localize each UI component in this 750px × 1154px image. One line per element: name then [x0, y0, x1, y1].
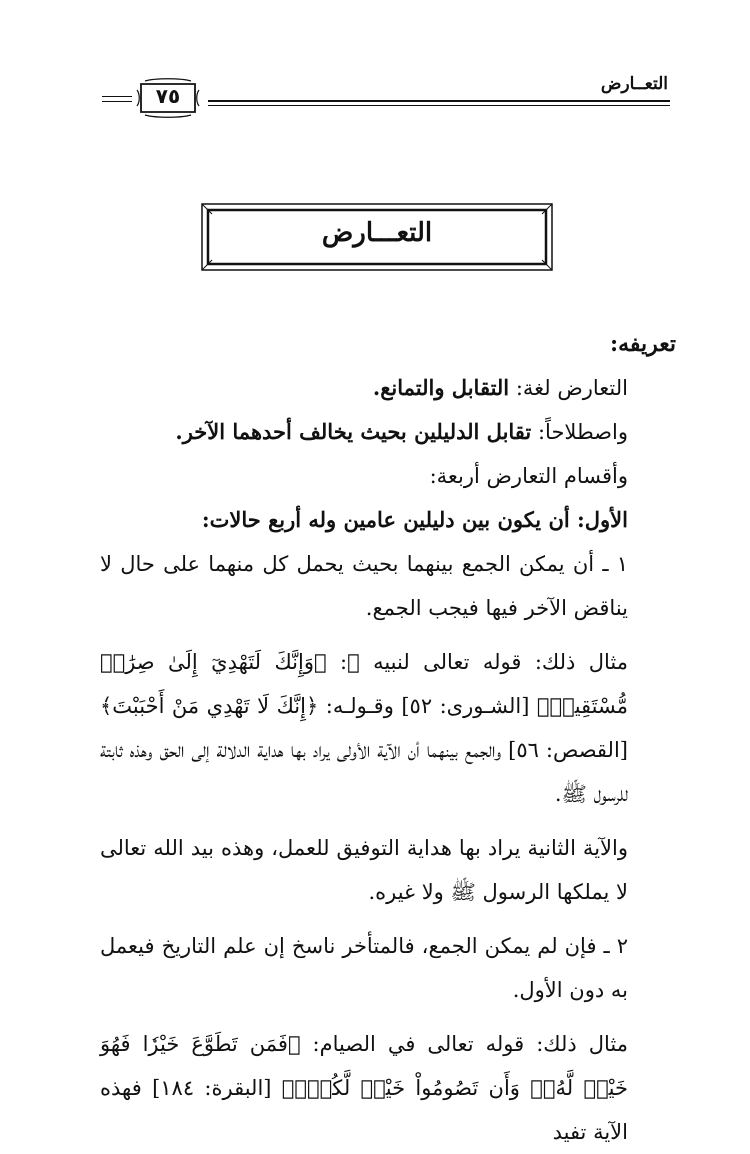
term-definition	[100, 410, 676, 454]
page-number: ٧٥	[155, 84, 181, 108]
term-value: تقابل الدليلين بحيث يخالف أحدهما الآخر.	[175, 419, 532, 444]
types-intro: وأقسام التعارض أربعة:	[429, 464, 628, 488]
case-2-text: ٢ ـ فإن لم يمكن الجمع، فالمتأخر ناسخ إن علم التاريخ فيعمل به دون الأول.	[100, 934, 628, 1002]
left-rule	[102, 96, 132, 97]
running-title: التعــارض	[600, 74, 668, 94]
chapter-title-frame	[200, 202, 554, 272]
left-rule-thin	[102, 101, 132, 102]
first-type-heading-text: الأول: أن يكون بين دليلين عامين وله أربع حالات:	[201, 507, 628, 532]
lang-value: التقابل والتمانع.	[372, 375, 510, 400]
example-2-text: قوله تعالى في الصيام: ﴿فَمَن تَطَوَّعَ خَيْرٗا فَهُوَ خَيْرٞ لَّهُۥۚ وَأَن تَصُومُواْ خَيْرٞ لَّكُمْۖ﴾ [البقرة: ١٨٤] فهذه الآية تفيد	[100, 1032, 628, 1144]
second-verse-explanation: والآية الثانية يراد بها هداية التوفيق للعمل، وهذه بيد الله تعالى لا يملكها الرسول ﷺ ولا غيره.	[100, 836, 628, 904]
example-1-label: مثال ذلك:	[534, 650, 628, 674]
definition-heading: تعريفه:	[609, 331, 676, 357]
example-1-text: قوله تعالى لنبيه ﷺ: ﴿وَإِنَّكَ لَتَهْدِيٓ إِلَىٰ صِرَٰطٖ مُّسْتَقِيمٖ﴾ [الشـورى: ٥٢] وقـولـه: ﴿إِنَّكَ لَا تَهْدِي مَنْ أَحْبَبْتَ﴾ [القصص: ٥٦] والجمع بينهما أن الآية الأولى يراد بها هداية الدلالة إلى الحق وهذه ثابتة للرسول ﷺ.	[100, 650, 629, 806]
example-1	[100, 640, 676, 816]
example-2	[100, 1022, 676, 1154]
first-type-heading	[100, 498, 676, 542]
example-2-label: مثال ذلك:	[536, 1032, 628, 1056]
lang-definition	[100, 366, 676, 410]
header-rule-thin	[208, 105, 670, 106]
chapter-title: التعـــارض	[321, 218, 433, 248]
body-text	[100, 318, 676, 1154]
term-label: واصطلاحاً:	[537, 420, 628, 444]
page-number-ornament	[135, 78, 201, 118]
case-1-text: ١ ـ أن يمكن الجمع بينهما بحيث يحمل كل منهما على حال لا يناقض الآخر فيها فيجب الجمع.	[100, 552, 628, 620]
header-rule	[208, 100, 670, 102]
lang-label: التعارض لغة:	[515, 376, 628, 400]
